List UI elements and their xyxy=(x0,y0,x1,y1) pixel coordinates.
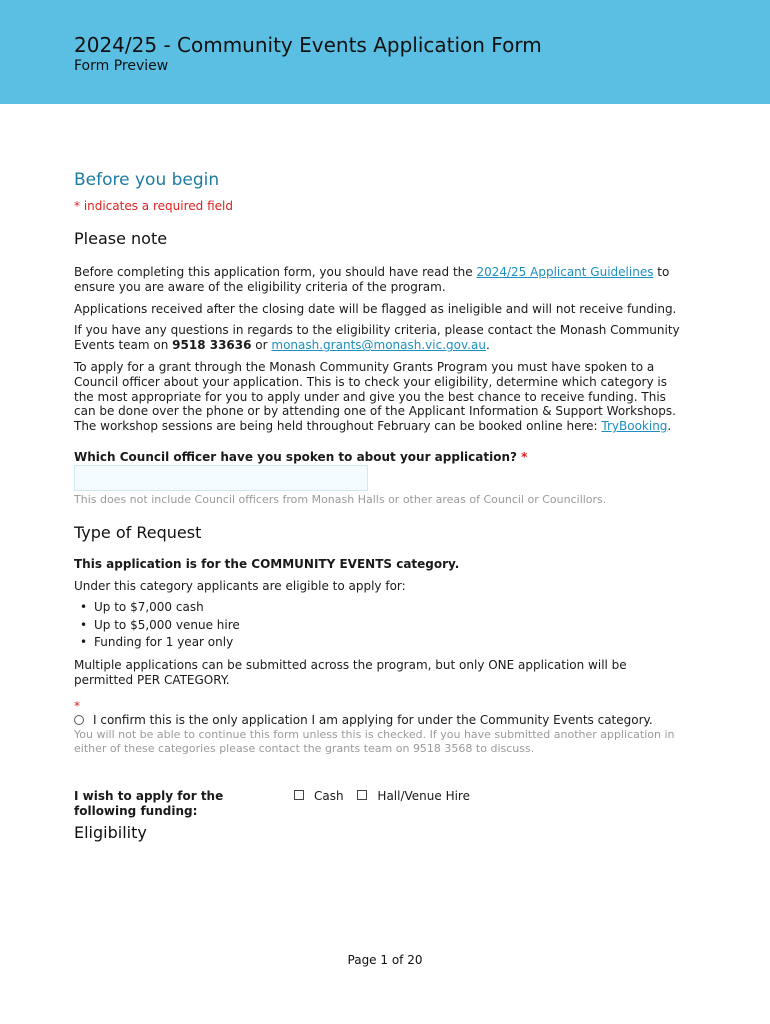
hall-venue-checkbox[interactable] xyxy=(357,790,367,800)
funding-option-cash[interactable] xyxy=(294,789,344,803)
cash-label: Cash xyxy=(314,789,344,804)
required-asterisk: * xyxy=(521,449,528,464)
guidelines-text-start: Before completing this application form, you should have read the xyxy=(74,265,477,279)
form-content xyxy=(74,170,684,842)
please-note-heading: Please note xyxy=(74,229,168,248)
confirm-help: You will not be able to continue this form unless this is checked. If you have submitted another application in either of these categories please contact the grants team on 9518 3568 to discuss. xyxy=(74,728,675,756)
applicant-guidelines-link[interactable]: 2024/25 Applicant Guidelines xyxy=(476,265,654,279)
contact-text-mid: or xyxy=(251,338,272,353)
required-field-note: * indicates a required field xyxy=(74,199,233,213)
funding-label: I wish to apply for the following funding: xyxy=(74,789,224,818)
category-statement: This application is for the COMMUNITY EVENTS category. xyxy=(74,556,460,571)
council-officer-text: To apply for a grant through the Monash Community Grants Program you must have spoken to a Council officer about your application. This is to check your eligibility, determine which category is the most appropriate for you to apply under and give you the best chance to receive funding. This can be done over the phone or by attending one of the Applicant Information & Support Workshops. The workshop sessions are being held throughout February can be booked online here: xyxy=(74,359,676,434)
type-of-request-heading: Type of Request xyxy=(74,522,202,542)
contact-text-end: . xyxy=(485,338,490,353)
eligible-intro: Under this category applicants are eligible to apply for: xyxy=(74,578,406,593)
confirm-required-asterisk: * xyxy=(74,699,80,714)
funding-question xyxy=(74,789,684,823)
eligibility-heading: Eligibility xyxy=(74,823,147,843)
cash-checkbox[interactable] xyxy=(294,790,304,800)
contact-text-start: If you have any questions in regards to the eligibility criteria, please contact the Monash Community Events team on xyxy=(74,323,680,353)
confirm-option[interactable] xyxy=(74,713,684,728)
trybooking-link[interactable]: TryBooking xyxy=(601,419,668,434)
eligible-funding-list xyxy=(74,599,684,652)
confirm-radio[interactable] xyxy=(74,715,84,725)
list-item: • Up to $7,000 cash xyxy=(74,599,684,617)
officer-question-text: Which Council officer have you spoken to about your application? xyxy=(74,449,517,464)
officer-question-help: This does not include Council officers from Monash Halls or other areas of Council or Councillors. xyxy=(74,492,607,506)
multiple-applications-note: Multiple applications can be submitted across the program, but only ONE application will be permitted PER CATEGORY. xyxy=(74,657,627,687)
hall-venue-label: Hall/Venue Hire xyxy=(377,789,470,804)
list-item: • Funding for 1 year only xyxy=(74,634,684,652)
council-officer-input[interactable] xyxy=(74,465,368,491)
form-subtitle: Form Preview xyxy=(74,58,169,74)
officer-question-label xyxy=(74,450,684,465)
page-indicator: Page 1 of 20 xyxy=(347,953,423,967)
form-header xyxy=(0,0,770,104)
closing-date-paragraph: Applications received after the closing date will be flagged as ineligible and will not receive funding. xyxy=(74,301,677,316)
funding-options xyxy=(294,789,480,803)
confirm-label: I confirm this is the only application I am applying for under the Community Events category. xyxy=(93,713,653,728)
contact-paragraph xyxy=(74,323,684,353)
council-officer-paragraph xyxy=(74,360,684,434)
funding-option-hall[interactable] xyxy=(357,789,470,803)
guidelines-paragraph xyxy=(74,265,684,295)
list-item: • Up to $5,000 venue hire xyxy=(74,617,684,635)
before-you-begin-heading: Before you begin xyxy=(74,170,220,190)
contact-phone: 9518 33636 xyxy=(172,338,252,353)
guidelines-text-end: to ensure you are aware of the eligibility criteria of the program. xyxy=(74,265,670,294)
contact-email-link[interactable]: monash.grants@monash.vic.gov.au xyxy=(271,338,486,353)
council-officer-text-end: . xyxy=(667,419,672,434)
form-title: 2024/25 - Community Events Application Form xyxy=(74,33,542,57)
